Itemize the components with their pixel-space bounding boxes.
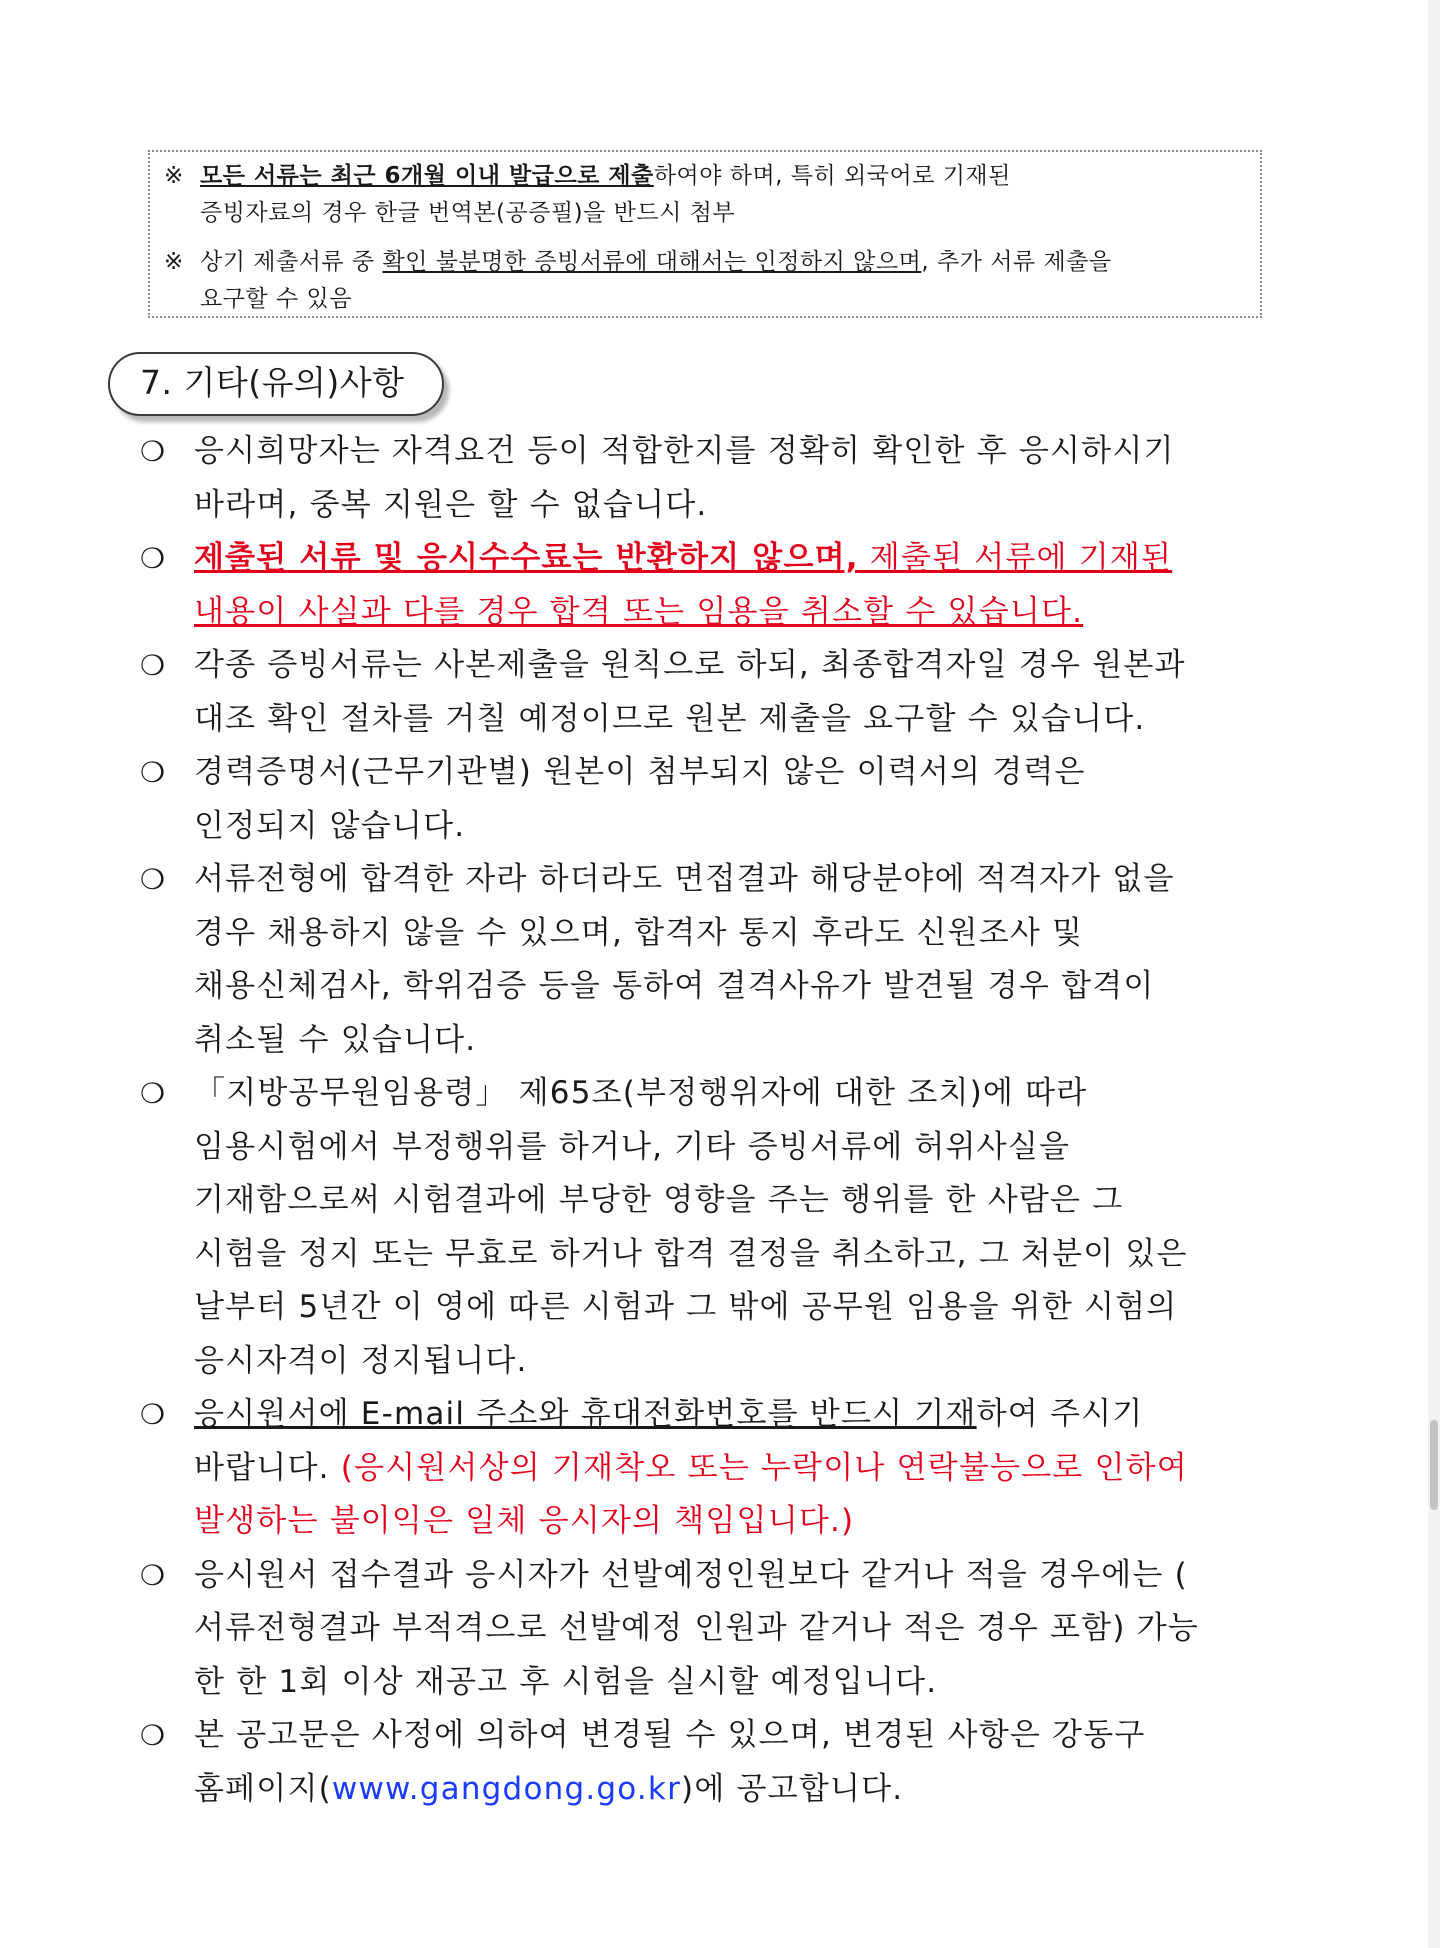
item-warning-bold: 제출된 서류 및 응시수수료는 반환하지 않으며, [194, 540, 859, 576]
item-continuation [140, 960, 1320, 1014]
notice-mark: ※ [164, 163, 184, 189]
notice-mark: ※ [164, 249, 184, 275]
notice-text: 증빙자료의 경우 한글 번역본(공증필)을 반드시 첨부 [200, 200, 736, 226]
item-continuation [140, 693, 1320, 747]
list-item [140, 532, 1320, 586]
list-item [140, 746, 1320, 800]
bullet-icon: ❍ [140, 1077, 167, 1110]
item-continuation [140, 1228, 1320, 1282]
item-text: 하여 주시기 [976, 1396, 1144, 1432]
bullet-icon: ❍ [140, 1398, 167, 1431]
notice-text: 상기 제출서류 중 [200, 249, 383, 275]
item-text: 본 공고문은 사정에 의하여 변경될 수 있으며, 변경된 사항은 강동구 [194, 1717, 1146, 1753]
item-text: 기재함으로써 시험결과에 부당한 영향을 주는 행위를 한 사람은 그 [194, 1182, 1124, 1218]
item-continuation [140, 586, 1320, 640]
item-continuation [140, 1121, 1320, 1175]
item-continuation [140, 907, 1320, 961]
bullet-icon: ❍ [140, 863, 167, 896]
item-text: 홈페이지( [194, 1770, 332, 1807]
list-item [140, 425, 1320, 479]
notice-line [164, 195, 1246, 232]
list-item [140, 1549, 1320, 1603]
list-item [140, 1709, 1320, 1763]
item-text: 대조 확인 절차를 거칠 예정이므로 원본 제출을 요구할 수 있습니다. [194, 700, 1146, 737]
bullet-icon: ❍ [140, 649, 167, 682]
notice-line [164, 244, 1246, 281]
bullet-icon: ❍ [140, 1558, 167, 1592]
item-continuation [140, 1335, 1320, 1389]
item-text: 서류전형에 합격한 자라 하더라도 면접결과 해당분야에 적격자가 없을 [194, 861, 1175, 897]
item-continuation [140, 1281, 1320, 1335]
list-item [140, 1067, 1320, 1121]
item-text: 서류전형결과 부적격으로 선발예정 인원과 같거나 적은 경우 포함) 가능 [194, 1610, 1199, 1646]
section-title: 7. 기타(유의)사항 [108, 352, 444, 416]
scrollbar-thumb[interactable] [1430, 1420, 1438, 1510]
item-text: 취소될 수 있습니다. [194, 1021, 477, 1058]
item-warning: (응시원서상의 기재착오 또는 누락이나 연락불능으로 인하여 [340, 1449, 1188, 1486]
item-warning: 발생하는 불이익은 일체 응시자의 책임입니다.) [194, 1503, 855, 1539]
notice-line [164, 158, 1246, 195]
notice-text: , 추가 서류 제출을 [921, 249, 1112, 275]
notice-underlined: 확인 불분명한 증빙서류에 대해서는 인정하지 않으며 [382, 249, 922, 275]
bullet-icon: ❍ [140, 435, 167, 468]
item-continuation [140, 1763, 1320, 1817]
item-text: 시험을 정지 또는 무효로 하거나 합격 결정을 취소하고, 그 처분이 있은 [194, 1235, 1188, 1272]
list-item [140, 1388, 1320, 1442]
item-text: 경우 채용하지 않을 수 있으며, 합격자 통지 후라도 신원조사 및 [194, 914, 1084, 951]
item-text: 「지방공무원임용령」 제65조(부정행위자에 대한 조치)에 따라 [194, 1075, 1088, 1111]
item-text: 각종 증빙서류는 사본제출을 원칙으로 하되, 최종합격자일 경우 원본과 [194, 647, 1186, 683]
item-text: )에 공고합니다. [681, 1770, 904, 1807]
item-continuation [140, 1442, 1320, 1496]
item-continuation [140, 1174, 1320, 1228]
item-text: 바라며, 중복 지원은 할 수 없습니다. [194, 486, 708, 523]
notice-text: 하여야 하며, 특히 외국어로 기재된 [653, 163, 1011, 189]
bullet-icon: ❍ [140, 756, 167, 789]
item-text: 인정되지 않습니다. [194, 807, 466, 844]
item-continuation [140, 1656, 1320, 1710]
item-text: 경력증명서(근무기관별) 원본이 첨부되지 않은 이력서의 경력은 [194, 754, 1086, 790]
homepage-link[interactable]: www.gangdong.go.kr [331, 1770, 682, 1807]
bullet-icon: ❍ [140, 542, 167, 575]
item-text: 응시희망자는 자격요건 등이 적합한지를 정확히 확인한 후 응시하시기 [194, 433, 1175, 469]
item-continuation [140, 1495, 1320, 1549]
item-underlined: 응시원서에 E-mail 주소와 휴대전화번호를 반드시 기재 [194, 1396, 977, 1432]
item-continuation [140, 1014, 1320, 1068]
item-text: 응시자격이 정지됩니다. [194, 1342, 528, 1379]
bullet-icon: ❍ [140, 1719, 167, 1752]
item-warning: 제출된 서류에 기재된 [858, 540, 1173, 576]
item-text: 한 한 1회 이상 재공고 후 시험을 실시할 예정입니다. [194, 1663, 938, 1700]
item-text: 바랍니다. [194, 1449, 341, 1486]
item-text: 채용신체검사, 학위검증 등을 통하여 결격사유가 발견될 경우 합격이 [194, 968, 1155, 1004]
item-warning: 내용이 사실과 다를 경우 합격 또는 임용을 취소할 수 있습니다. [194, 593, 1084, 630]
item-continuation [140, 479, 1320, 533]
item-text: 날부터 5년간 이 영에 따른 시험과 그 밖에 공무원 임용을 위한 시험의 [194, 1289, 1178, 1325]
scrollbar[interactable] [1428, 0, 1440, 1948]
notice-text: 요구할 수 있음 [200, 286, 352, 312]
notice-line [164, 281, 1246, 318]
notice-box [148, 150, 1262, 318]
notice-emphasis: 모든 서류는 최근 6개월 이내 발급으로 제출 [200, 163, 654, 189]
item-continuation [140, 1602, 1320, 1656]
notice-items [140, 425, 1320, 1816]
list-item [140, 639, 1320, 693]
item-text: 응시원서 접수결과 응시자가 선발예정인원보다 같거나 적을 경우에는 ( [194, 1556, 1188, 1593]
list-item [140, 853, 1320, 907]
item-text: 임용시험에서 부정행위를 하거나, 기타 증빙서류에 허위사실을 [194, 1128, 1071, 1165]
item-continuation [140, 800, 1320, 854]
